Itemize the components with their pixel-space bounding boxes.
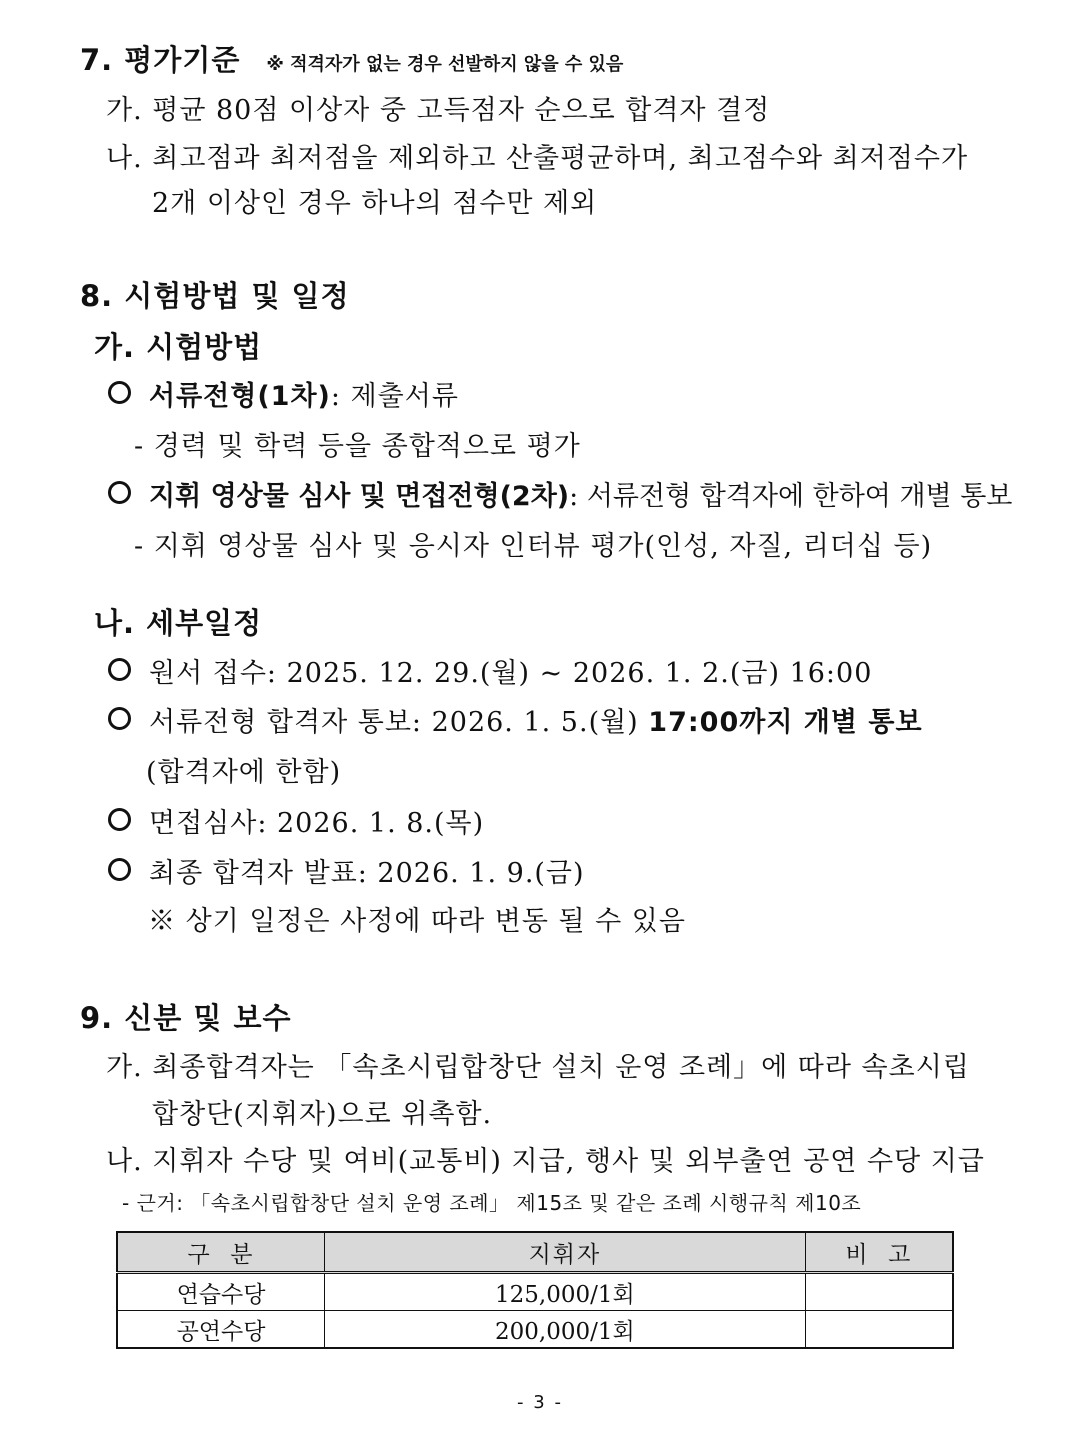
stage-1-detail: - 경력 및 학력 등을 종합적으로 평가 — [134, 431, 581, 462]
schedule-note: ※ 상기 일정은 사정에 따라 변동 될 수 있음 — [148, 906, 686, 937]
stage-2-text: : 서류전형 합격자에 한하여 개별 통보 — [569, 481, 1013, 512]
table-cell: 연습수당 — [117, 1273, 325, 1311]
eval-item-2-line2: 2개 이상인 경우 하나의 점수만 제외 — [152, 188, 598, 219]
circle-bullet-icon — [108, 381, 131, 404]
circle-bullet-icon — [108, 658, 131, 681]
status-item-1-line1: 가. 최종합격자는 「속초시립합창단 설치 운영 조례」에 따라 속초시립 — [106, 1052, 970, 1083]
table-row — [117, 1273, 953, 1311]
section-7-note: ※ 적격자가 없는 경우 선발하지 않을 수 있음 — [266, 54, 624, 75]
schedule-title: 나. 세부일정 — [94, 606, 263, 640]
circle-bullet-icon — [108, 481, 131, 504]
section-7-title: 7. 평가기준 — [80, 43, 241, 77]
stage-2-item — [108, 474, 1012, 513]
pay-table-header-row — [117, 1232, 953, 1273]
schedule-document-result-text: 서류전형 합격자 통보: 2026. 1. 5.(월) — [149, 707, 649, 738]
page-number: - 3 - — [517, 1392, 563, 1413]
schedule-interview-text: 면접심사: 2026. 1. 8.(목) — [149, 808, 485, 839]
schedule-application-text: 원서 접수: 2025. 12. 29.(월) ~ 2026. 1. 2.(금) 16:00 — [149, 658, 873, 689]
pay-table-header-remarks: 비 고 — [805, 1232, 953, 1273]
status-item-2: 나. 지휘자 수당 및 여비(교통비) 지급, 행사 및 외부출연 공연 수당 지급 — [106, 1146, 985, 1177]
exam-method-title: 가. 시험방법 — [94, 330, 263, 364]
schedule-final-text: 최종 합격자 발표: 2026. 1. 9.(금) — [149, 858, 585, 889]
circle-bullet-icon — [108, 707, 131, 730]
section-9-title: 9. 신분 및 보수 — [80, 1001, 292, 1035]
schedule-item-document-result — [108, 700, 923, 739]
eval-item-2-line1: 나. 최고점과 최저점을 제외하고 산출평균하며, 최고점수와 최저점수가 — [106, 143, 969, 174]
schedule-item-interview — [108, 801, 484, 840]
stage-1-text: : 제출서류 — [330, 381, 459, 412]
table-cell: 200,000/1회 — [325, 1311, 806, 1349]
schedule-item-application — [108, 651, 872, 690]
eval-item-1: 가. 평균 80점 이상자 중 고득점자 순으로 합격자 결정 — [106, 95, 771, 126]
stage-1-label: 서류전형(1차) — [149, 381, 331, 412]
schedule-document-result-bold: 17:00까지 개별 통보 — [648, 707, 923, 738]
section-8-title: 8. 시험방법 및 일정 — [80, 279, 350, 313]
circle-bullet-icon — [108, 858, 131, 881]
status-item-1-line2: 합창단(지휘자)으로 위촉함. — [152, 1099, 493, 1130]
table-cell: 125,000/1회 — [325, 1273, 806, 1311]
table-cell: 공연수당 — [117, 1311, 325, 1349]
table-row — [117, 1311, 953, 1349]
schedule-document-result-cont: (합격자에 한함) — [146, 757, 342, 788]
pay-table-header-category: 구 분 — [117, 1232, 325, 1273]
stage-2-label: 지휘 영상물 심사 및 면접전형(2차) — [149, 481, 570, 512]
stage-2-detail: - 지휘 영상물 심사 및 응시자 인터뷰 평가(인성, 자질, 리더십 등) — [134, 531, 933, 562]
stage-1-item — [108, 374, 459, 413]
table-cell — [805, 1273, 953, 1311]
schedule-item-final — [108, 851, 585, 890]
table-cell — [805, 1311, 953, 1349]
pay-table — [116, 1231, 954, 1349]
circle-bullet-icon — [108, 808, 131, 831]
legal-basis: - 근거: 「속초시립합창단 설치 운영 조례」 제15조 및 같은 조례 시행규칙 제10조 — [122, 1191, 862, 1215]
section-7-heading — [80, 38, 623, 79]
pay-table-header-conductor: 지휘자 — [325, 1232, 806, 1273]
